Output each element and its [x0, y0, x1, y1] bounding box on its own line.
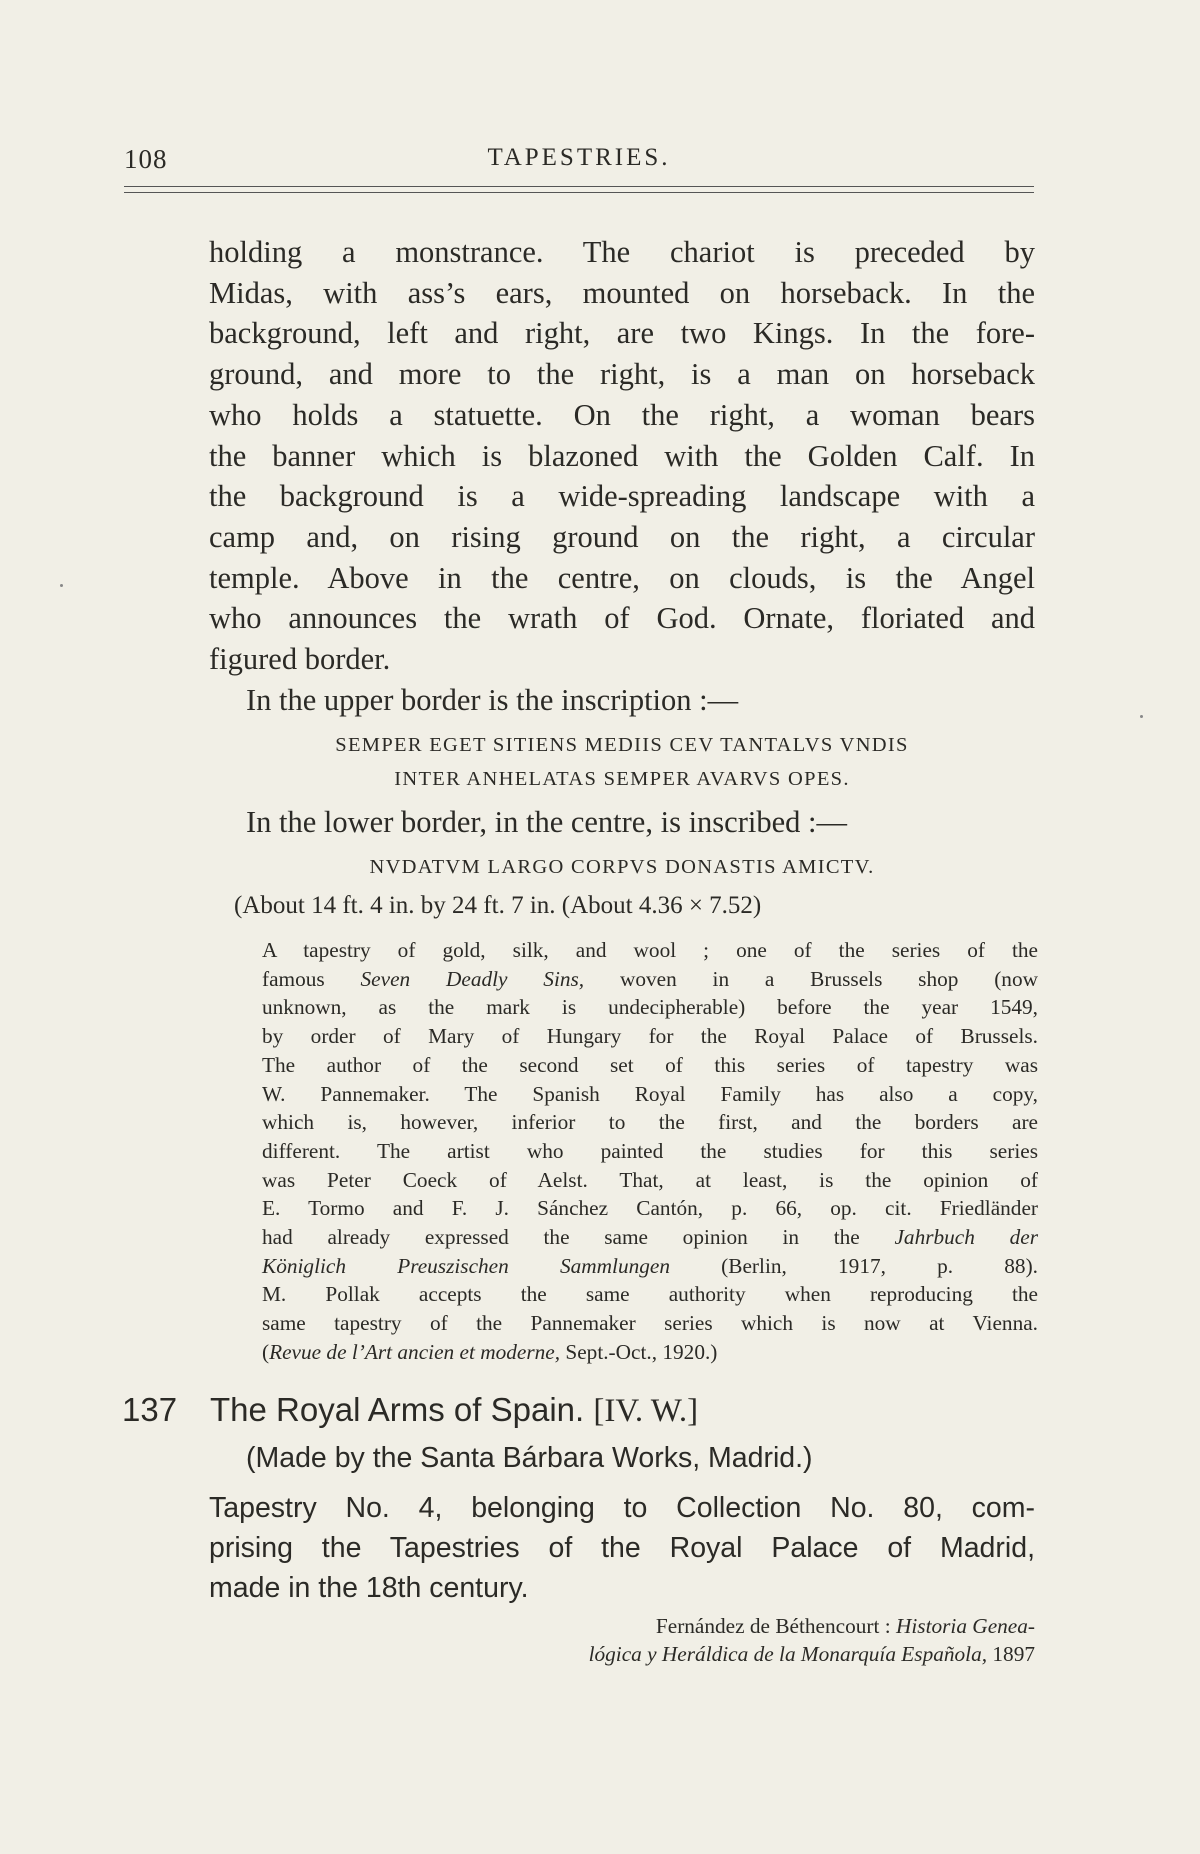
- footnote-line: E. Tormo and F. J. Sánchez Cantón, p. 66, op. cit. Friedländer: [262, 1196, 1038, 1221]
- lower-border-intro: In the lower border, in the centre, is inscribed :—: [246, 805, 847, 839]
- description-paragraph: [209, 232, 1035, 680]
- footnote-line: famous Seven Deadly Sins, woven in a Brussels shop (now: [262, 966, 1038, 991]
- citation-author: Fernández de Béthencourt :: [655, 1614, 896, 1638]
- entry-title-line: [210, 1388, 698, 1433]
- footnote-line: was Peter Coeck of Aelst. That, at least, is the opinion of: [262, 1167, 1038, 1192]
- entry-code: [IV. W.]: [593, 1393, 699, 1429]
- inscription-line: INTER ANHELATAS SEMPER AVARVS OPES.: [394, 768, 850, 790]
- entry-title: The Royal Arms of Spain.: [210, 1391, 585, 1428]
- footnote-line: had already expressed the same opinion in the Jahrbuch der: [262, 1225, 1038, 1250]
- footnote-line: The author of the second set of this series of tapestry was: [262, 1052, 1038, 1077]
- description-line: the background is a wide-spreading landscape with a: [209, 479, 1035, 514]
- citation-line-2: [589, 1640, 1035, 1668]
- footnote-line: by order of Mary of Hungary for the Royal Palace of Brussels.: [262, 1024, 1038, 1049]
- footnote-line: W. Pannemaker. The Spanish Royal Family has also a copy,: [262, 1081, 1038, 1106]
- citation-title-start: Historia Genea-: [895, 1614, 1035, 1638]
- description-line: holding a monstrance. The chariot is preceded by: [209, 235, 1035, 269]
- entry-citation: [589, 1612, 1035, 1668]
- footnote: [262, 936, 1038, 1367]
- description-line: Midas, with ass’s ears, mounted on horseback. In the: [209, 275, 1035, 310]
- description-line: figured border.: [209, 642, 391, 677]
- entry-description-line: Tapestry No. 4, belonging to Collection No. 80, com-: [209, 1492, 1035, 1524]
- page-header: [124, 144, 1034, 180]
- description-line: background, left and right, are two Kings. In the fore-: [209, 316, 1035, 351]
- page-number: 108: [124, 144, 168, 174]
- description-line: the banner which is blazoned with the Golden Calf. In: [209, 438, 1035, 473]
- footnote-line: M. Pollak accepts the same authority when reproducing the: [262, 1282, 1038, 1307]
- footnote-line: same tapestry of the Pannemaker series which is now at Vienna.: [262, 1311, 1038, 1336]
- entry-maker: (Made by the Santa Bárbara Works, Madrid.): [246, 1442, 813, 1474]
- description-line: ground, and more to the right, is a man on horseback: [209, 357, 1035, 392]
- footnote-line: unknown, as the mark is undecipherable) before the year 1549,: [262, 995, 1038, 1020]
- upper-border-intro: In the upper border is the inscription :—: [246, 683, 739, 717]
- description-line: who holds a statuette. On the right, a woman bears: [209, 397, 1035, 432]
- citation-line-1: [589, 1612, 1035, 1640]
- header-rule-top: [124, 186, 1034, 187]
- upper-border-inscription: [209, 728, 1035, 796]
- description-line: camp and, on rising ground on the right, a circular: [209, 519, 1035, 554]
- header-rule-bottom: [124, 192, 1034, 193]
- running-title: TAPESTRIES.: [487, 144, 671, 171]
- margin-speck: [1140, 715, 1143, 718]
- inscription-line: SEMPER EGET SITIENS MEDIIS CEV TANTALVS VNDIS: [335, 734, 909, 756]
- footnote-line: different. The artist who painted the studies for this series: [262, 1138, 1038, 1163]
- description-line: who announces the wrath of God. Ornate, floriated and: [209, 601, 1035, 636]
- citation-title-end: lógica y Heráldica de la Monarquía Española,: [588, 1642, 988, 1666]
- margin-speck: [60, 584, 63, 587]
- entry-description-line: made in the 18th century.: [209, 1572, 529, 1604]
- footnote-line: which is, however, inferior to the first, and the borders are: [262, 1110, 1038, 1135]
- footnote-line: Königlich Preuszischen Sammlungen (Berlin, 1917, p. 88).: [262, 1253, 1038, 1278]
- entry-description: [209, 1488, 1035, 1608]
- lower-border-inscription: NVDATVM LARGO CORPVS DONASTIS AMICTV.: [369, 856, 875, 878]
- description-line: temple. Above in the centre, on clouds, is the Angel: [209, 560, 1035, 595]
- footnote-line: A tapestry of gold, silk, and wool ; one of the series of the: [262, 938, 1038, 962]
- footnote-line: (Revue de l’Art ancien et moderne, Sept.-Oct., 1920.): [262, 1339, 718, 1364]
- citation-year: 1897: [987, 1642, 1035, 1666]
- dimensions: (About 14 ft. 4 in. by 24 ft. 7 in. (About 4.36 × 7.52): [234, 892, 762, 919]
- entry-number: 137: [122, 1391, 178, 1428]
- entry-description-line: prising the Tapestries of the Royal Palace of Madrid,: [209, 1532, 1035, 1564]
